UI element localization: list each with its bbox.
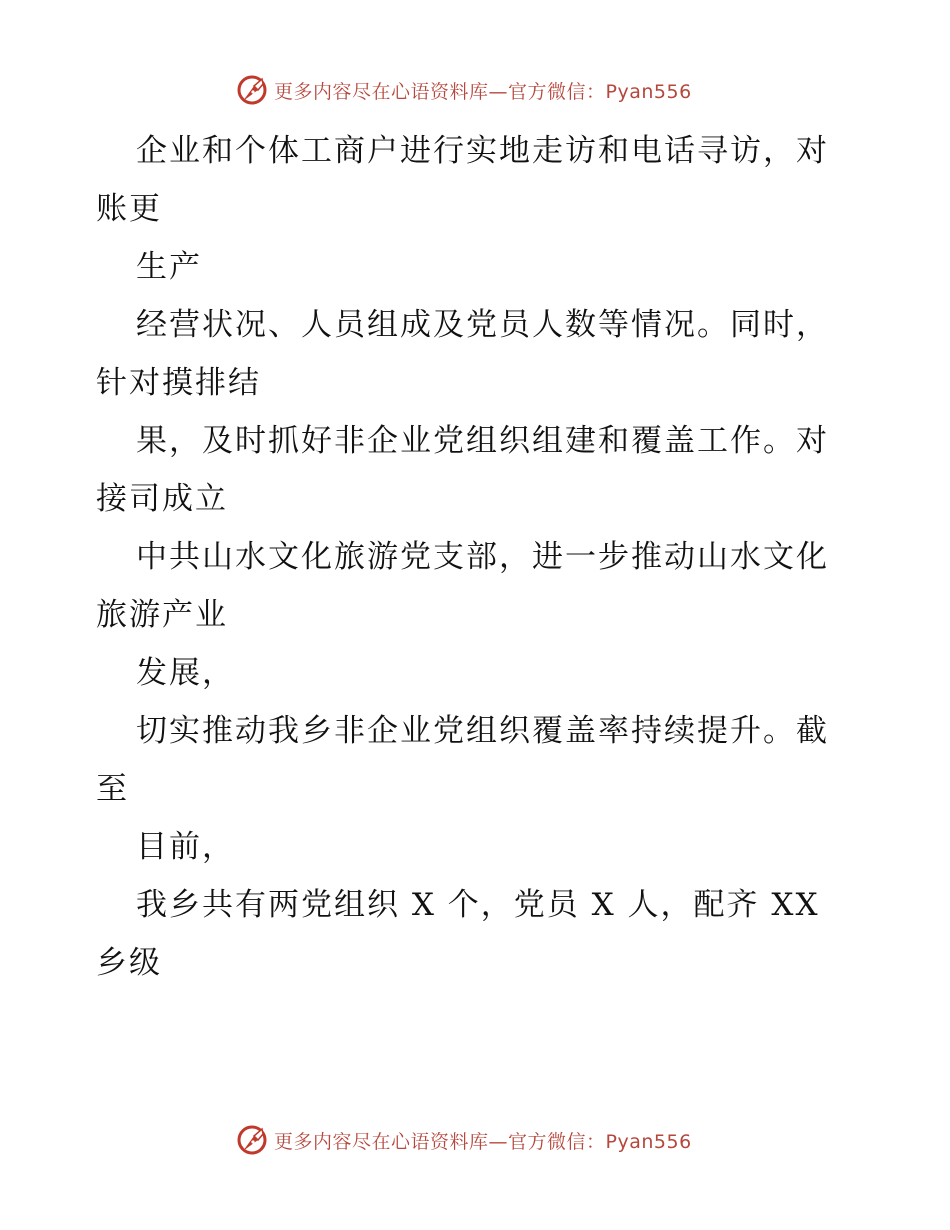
header-banner <box>236 73 692 107</box>
body-line: 经营状况、人员组成及党员人数等情况。同时， <box>136 307 829 343</box>
body-line: 账更 <box>96 191 162 227</box>
body-line: 目前， <box>136 829 235 865</box>
body-line: 乡级 <box>96 945 162 981</box>
header-banner-text: 更多内容尽在心语资料库—官方微信：Pyan556 <box>274 80 692 103</box>
body-line: 切实推动我乡非企业党组织覆盖率持续提升。截 <box>136 713 829 749</box>
body-line: 企业和个体工商户进行实地走访和电话寻访，对 <box>136 133 829 169</box>
footer-banner <box>236 1123 692 1157</box>
pen-nib-circle-icon <box>236 74 268 106</box>
body-line: 针对摸排结 <box>96 365 261 401</box>
body-line: 我乡共有两党组织 X 个，党员 X 人，配齐 XX <box>136 887 820 923</box>
body-line: 旅游产业 <box>96 597 228 633</box>
pen-nib-circle-icon <box>236 1124 268 1156</box>
footer-banner-text: 更多内容尽在心语资料库—官方微信：Pyan556 <box>274 1130 692 1153</box>
body-line: 至 <box>96 771 129 807</box>
document-body <box>96 122 856 992</box>
body-line: 接司成立 <box>96 481 228 517</box>
body-line: 中共山水文化旅游党支部，进一步推动山水文化 <box>136 539 829 575</box>
body-line: 发展， <box>136 655 235 691</box>
body-line: 果，及时抓好非企业党组织组建和覆盖工作。对 <box>136 423 829 459</box>
body-line: 生产 <box>136 249 202 285</box>
